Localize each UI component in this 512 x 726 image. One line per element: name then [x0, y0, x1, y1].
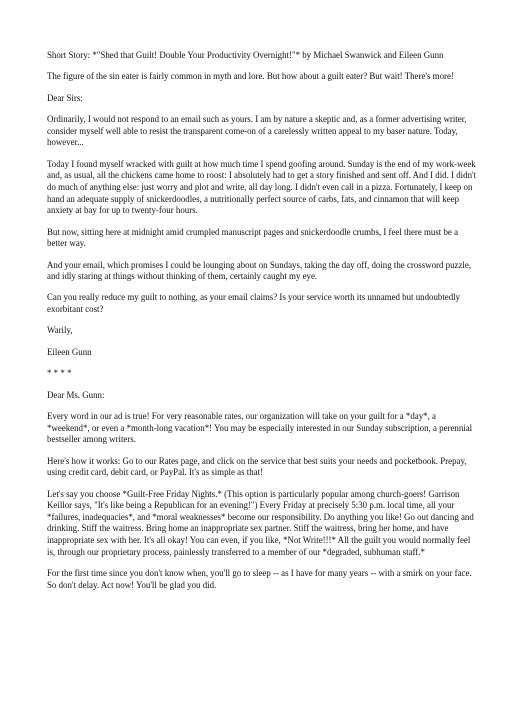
body-paragraph: Ordinarily, I would not respond to an email such as yours. I am by nature a skeptic and, as a former advertising writer, consider myself well able to resist the transparent come-on of a carelessly written appeal to my baser nature. Today, however... — [47, 114, 467, 148]
body-paragraph: And your email, which promises I could be lounging about on Sundays, taking the day off, doing the crossword puzzle, and idly staring at things without thinking of them, certainly caught my eye. — [47, 259, 472, 282]
body-paragraph: Today I found myself wracked with guilt at how much time I spend goofing around. Sunday is the end of my work-week and, as usual, all the chickens came home to roost: I absolutely had to get a story finished and sent off. And I did. I didn't do much of anything else: just worry and plot and write, all day long. I didn't even call in a pizza. Fortunately, I keep on hand an adequate supply of snickerdoodles, a nutritionally perfect source of carbs, fats, and cinnamon that will keep anxiety at bay for up to twenty-four hours. — [47, 158, 477, 216]
letter-salutation: Dear Sirs: — [47, 92, 83, 103]
letter-closing: Warily, — [47, 325, 73, 336]
letter-signature: Eileen Gunn — [47, 346, 92, 357]
body-paragraph: Here's how it works: Go to our Rates page, and click on the service that best suits your needs and pocketbook. Prepay, using credit card, debit card, or PayPal. It's as simple as that! — [47, 455, 467, 478]
intro-paragraph: The figure of the sin eater is fairly common in myth and lore. But how about a guilt eater? But wait! There's more! — [47, 71, 454, 82]
body-paragraph: Every word in our ad is true! For very reasonable rates, our organization will take on your guilt for a *day*, a *weekend*, or even a *month-long vacation*! You may be especially interested in our Sunday subscription, a perennial bestseller among writers. — [47, 411, 473, 445]
reply-salutation: Dear Ms. Gunn: — [47, 389, 105, 400]
body-paragraph: For the first time since you don't know when, you'll go to sleep -- as I have for many years -- with a smirk on your face. So don't delay. Act now! You'll be glad you did. — [47, 567, 472, 590]
document-page — [47, 50, 477, 601]
story-title-line: Short Story: *"Shed that Guilt! Double Your Productivity Overnight!"* by Michael Swanwick and Eileen Gunn — [47, 50, 444, 60]
body-paragraph: Can you really reduce my guilt to nothing, as your email claims? Is your service worth its unnamed but undoubtedly exorbitant cost? — [47, 292, 461, 315]
section-divider: * * * * — [47, 368, 72, 379]
body-paragraph: Let's say you choose *Guilt-Free Friday Nights.* (This option is particularly popular among church-goers! Garrison Keillor says, "It's like being a Republican for an evening!") Every Friday at precisely 5:30 p.m. local time, all your *failures, inadequacies*, and *moral weaknesses* become our responsibility. Do anything you like! Go out dancing and drinking. Stiff the waitress. Bring home an inappropriate sex partner. Stiff the waitress, bring her home, and have inappropriate sex with her. It's all okay! You can even, if you like, *Not Write!!!* All the guilt you would normally feel is, through our proprietary process, painlessly transferred to a member of our *degraded, subhuman staff.* — [47, 488, 474, 557]
body-paragraph: But now, sitting here at midnight amid crumpled manuscript pages and snickerdoodle crumbs, I feel there must be a better way. — [47, 226, 459, 249]
